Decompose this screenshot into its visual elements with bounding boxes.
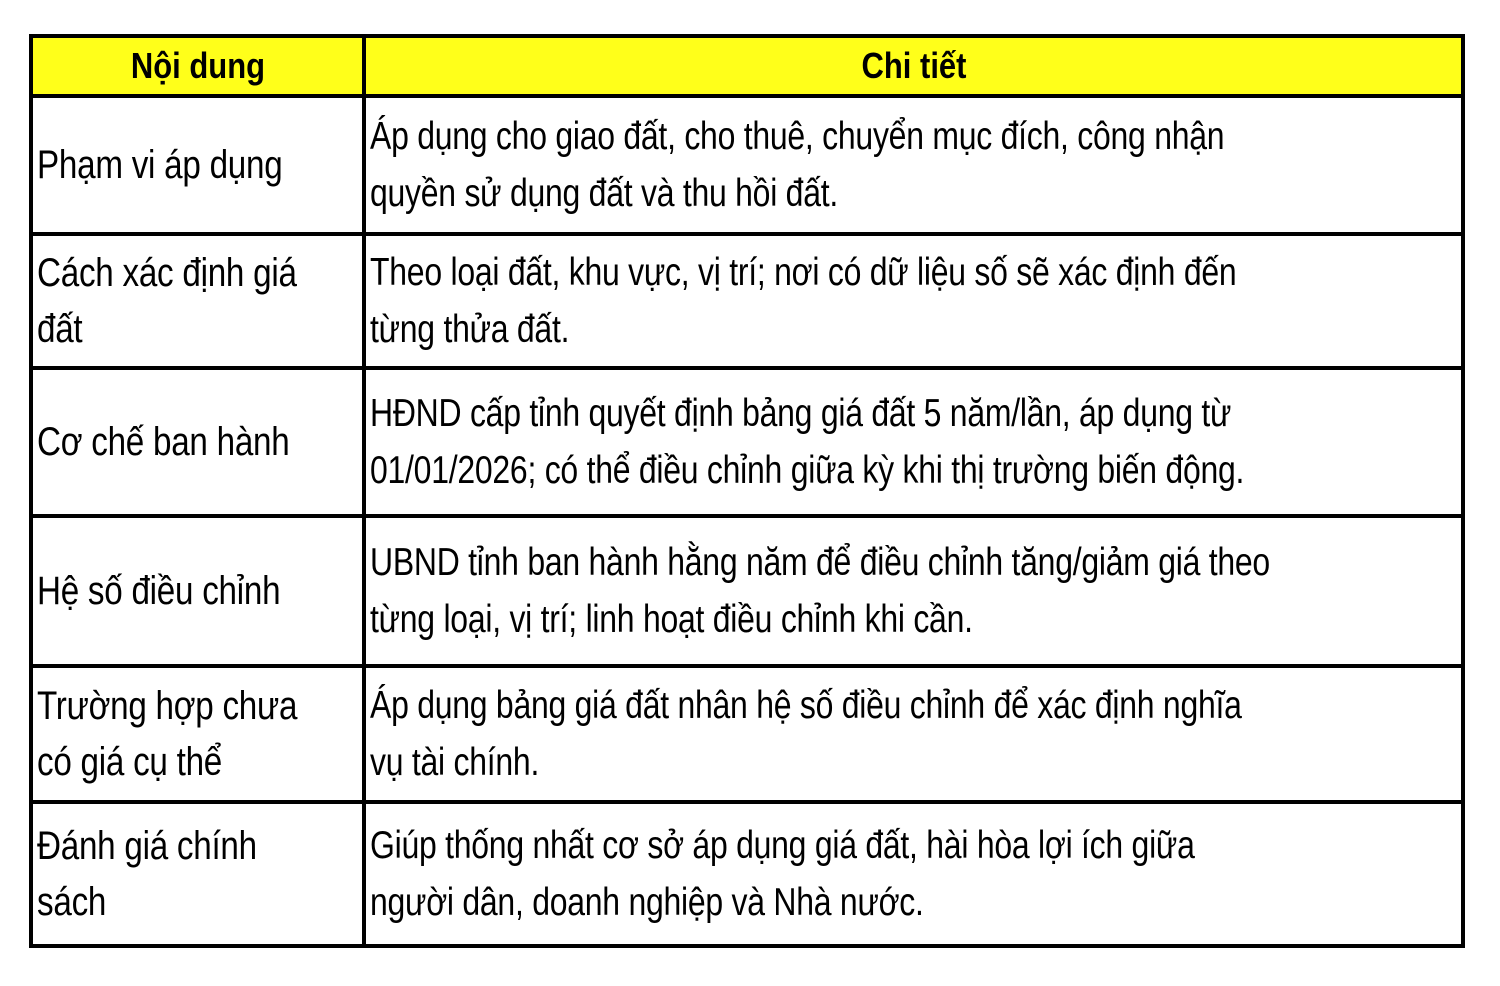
row-detail: Áp dụng bảng giá đất nhân hệ số điều chỉnh để xác định nghĩa vụ tài chính. [370, 684, 1242, 784]
policy-table [29, 34, 1465, 948]
row-detail-cell [366, 98, 1461, 236]
row-label: Cơ chế ban hành [37, 420, 290, 464]
row-label-cell [33, 668, 366, 804]
row-detail-cell [366, 804, 1461, 944]
row-label: Đánh giá chính sách [37, 824, 257, 924]
row-detail: HĐND cấp tỉnh quyết định bảng giá đất 5 năm/lần, áp dụng từ 01/01/2026; có thể điều chỉnh giữa kỳ khi thị trường biến động. [370, 392, 1245, 492]
row-label: Trường hợp chưa có giá cụ thể [37, 684, 298, 784]
header-label-content: Nội dung [130, 45, 265, 86]
row-label-cell [33, 98, 366, 236]
row-label: Phạm vi áp dụng [37, 143, 283, 187]
row-detail-cell [366, 236, 1461, 370]
row-detail: Theo loại đất, khu vực, vị trí; nơi có dữ liệu số sẽ xác định đến từng thửa đất. [370, 251, 1237, 351]
header-label-detail: Chi tiết [861, 45, 966, 86]
row-label-cell [33, 518, 366, 668]
row-detail-cell [366, 370, 1461, 518]
header-cell-content [33, 38, 366, 98]
row-label: Hệ số điều chỉnh [37, 569, 281, 613]
row-detail: UBND tỉnh ban hành hằng năm để điều chỉnh tăng/giảm giá theo từng loại, vị trí; linh hoạt điều chỉnh khi cần. [370, 541, 1270, 641]
row-label-cell [33, 370, 366, 518]
row-detail: Áp dụng cho giao đất, cho thuê, chuyển mục đích, công nhận quyền sử dụng đất và thu hồi đất. [370, 115, 1225, 215]
row-label: Cách xác định giá đất [37, 251, 297, 351]
row-label-cell [33, 236, 366, 370]
row-detail-cell [366, 518, 1461, 668]
row-detail-cell [366, 668, 1461, 804]
header-cell-detail [366, 38, 1461, 98]
row-detail: Giúp thống nhất cơ sở áp dụng giá đất, hài hòa lợi ích giữa người dân, doanh nghiệp và Nhà nước. [370, 824, 1195, 924]
row-label-cell [33, 804, 366, 944]
